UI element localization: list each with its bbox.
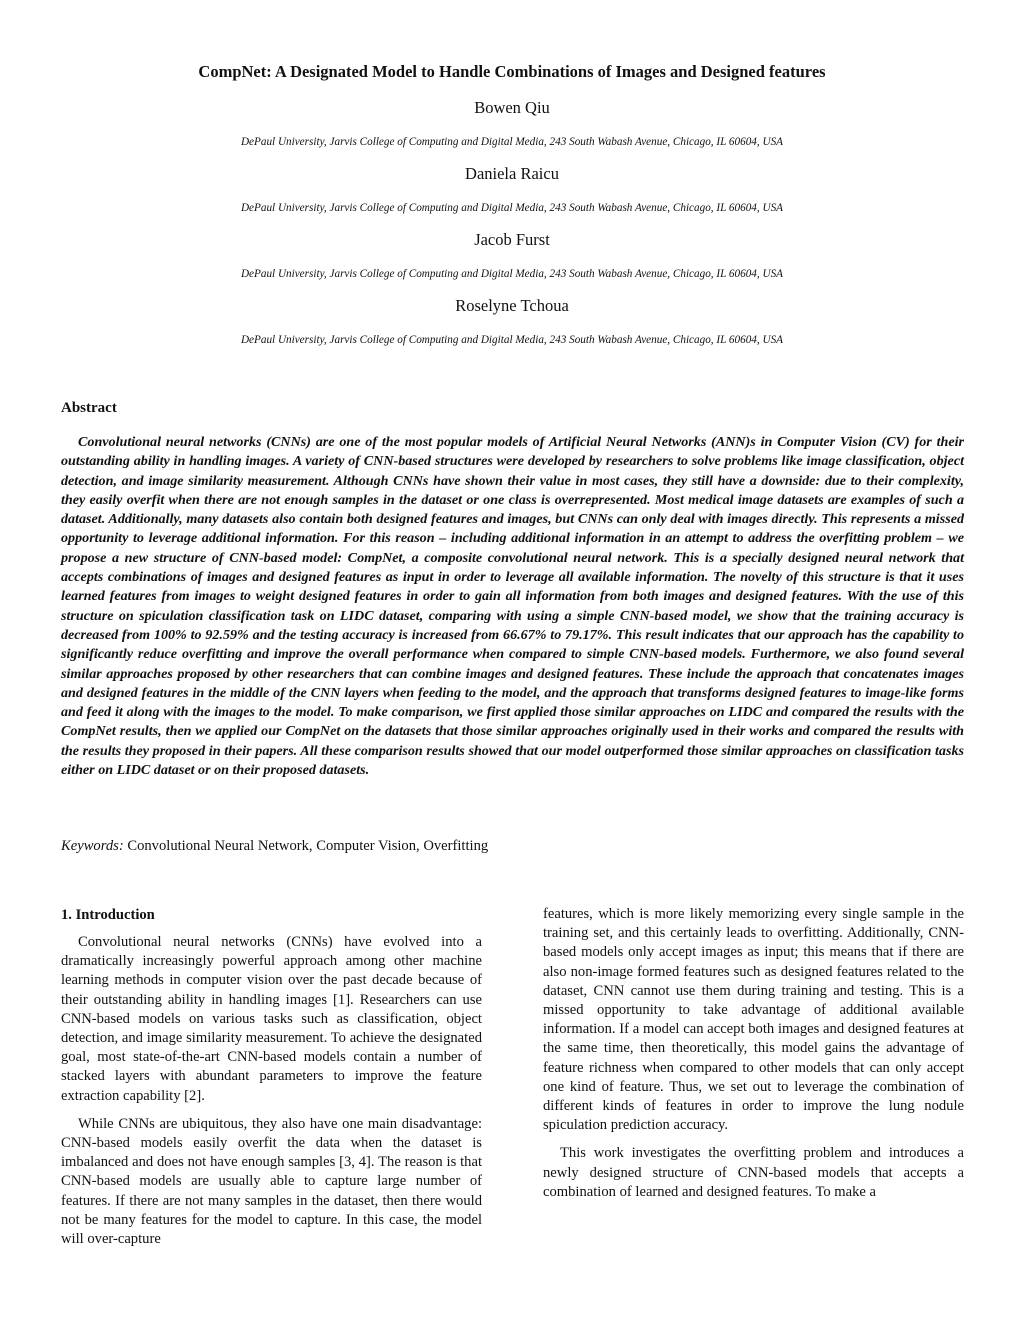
- author-name: Roselyne Tchoua: [455, 296, 569, 315]
- author-name: Bowen Qiu: [474, 98, 550, 117]
- abstract-text: Convolutional neural networks (CNNs) are one of the most popular models of Artificial Neural Networks (ANN)s in Computer Vision (CV) for their outstanding ability in handling images. A variety of CNN-based structures were developed by researchers to solve problems like image classification, object detection, and image similarity measurement. Although CNNs have shown their value in most cases, they still have a downside: due to their complexity, they easily overfit when there are not enough samples in the dataset or one class is overrepresented. Most medical image datasets are examples of such a dataset. Additionally, many datasets also contain both designed features and images, but CNNs can only deal with images directly. This represents a missed opportunity to leverage additional information. For this reason – including additional information in an attempt to address the overfitting problem – we propose a new structure of CNN-based model: CompNet, a composite convolutional neural network. This is a specially designed neural network that accepts combinations of images and designed features as input in order to leverage all available information. The novelty of this structure is that it uses learned features from images to weight designed features in order to gain all information from both images and designed features. With the use of this structure on spiculation classification task on LIDC dataset, comparing with using a simple CNN-based model, we show that the training accuracy is decreased from 100% to 92.59% and the testing accuracy is increased from 66.67% to 79.17%. This result indicates that our approach has the capability to significantly reduce overfitting and improve the overall performance when compared to simple CNN-based models. Furthermore, we also found several similar approaches proposed by other researchers that can combine images and designed features. These include the approach that concatenates images and designed features in the middle of the CNN layers when feeding to the model, and the approach that transforms designed features to image-like forms and feed it along with the images to the model. To make comparison, we first applied those similar approaches on LIDC and compared the results with the CompNet results, then we applied our CompNet on the datasets that those similar approaches originally used in their works and compared the results with the results they proposed in their papers. All these comparison results showed that our model outperformed those similar approaches on classification tasks either on LIDC dataset or on their proposed datasets.: [61, 434, 964, 779]
- intro-paragraph: features, which is more likely memorizing every single sample in the training set, and this certainly leads to overfitting. Additionally, CNN-based models only accept images as input; this means that if there are also non-image formed features such as designed features related to the dataset, CNN cannot use them during training and testing. This is a missed opportunity to take advantage of additional available information. If a model can accept both images and designed features at the same time, then theoretically, this model gains the advantage of feature richness when compared to other models that can only accept one kind of feature. Thus, we set out to leverage the combination of different kinds of features in order to improve the lung nodule spiculation prediction accuracy.: [543, 906, 964, 1134]
- intro-paragraph: This work investigates the overfitting problem and introduces a newly designed structure of CNN-based models that accepts a combination of learned and designed features. To make a: [543, 1145, 964, 1200]
- author-affiliation: DePaul University, Jarvis College of Computing and Digital Media, 243 South Wabash Avenue, Chicago, IL 60604, USA: [240, 136, 784, 148]
- author-affiliation: DePaul University, Jarvis College of Computing and Digital Media, 243 South Wabash Avenue, Chicago, IL 60604, USA: [240, 268, 784, 280]
- author-affiliation: DePaul University, Jarvis College of Computing and Digital Media, 243 South Wabash Avenue, Chicago, IL 60604, USA: [240, 334, 784, 346]
- author-name: Daniela Raicu: [465, 164, 559, 183]
- intro-paragraph: While CNNs are ubiquitous, they also have one main disadvantage: CNN-based models easily overfit the data when the dataset is imbalanced and does not have enough samples [3, 4]. The reason is that CNN-based models are usually able to capture large number of features. If there are not many samples in the dataset, then there would not be many features for the model to capture. In this case, the model will over-capture: [61, 1115, 482, 1248]
- abstract-heading: Abstract: [61, 400, 117, 416]
- right-column: [543, 905, 964, 1211]
- keywords-text: Convolutional Neural Network, Computer Vision, Overfitting: [123, 838, 489, 854]
- author-affiliation: DePaul University, Jarvis College of Computing and Digital Media, 243 South Wabash Avenue, Chicago, IL 60604, USA: [240, 202, 784, 214]
- author-name: Jacob Furst: [474, 230, 550, 249]
- intro-paragraph: Convolutional neural networks (CNNs) have evolved into a dramatically increasingly powerful approach among other machine learning methods in computer vision over the past decade because of their outstanding ability in handling images [1]. Researchers can use CNN-based models on various tasks such as classification, object detection, and image similarity measurement. To achieve the designated goal, most state-of-the-art CNN-based models contain a number of stacked layers with abundant parameters to improve the feature extraction capability [2].: [61, 934, 482, 1104]
- section-heading-introduction: 1. Introduction: [61, 907, 155, 923]
- paper-title: CompNet: A Designated Model to Handle Combinations of Images and Designed features: [198, 62, 826, 81]
- keywords-label: Keywords:: [61, 838, 124, 854]
- keywords-line: [61, 837, 964, 856]
- left-column: [61, 905, 482, 1258]
